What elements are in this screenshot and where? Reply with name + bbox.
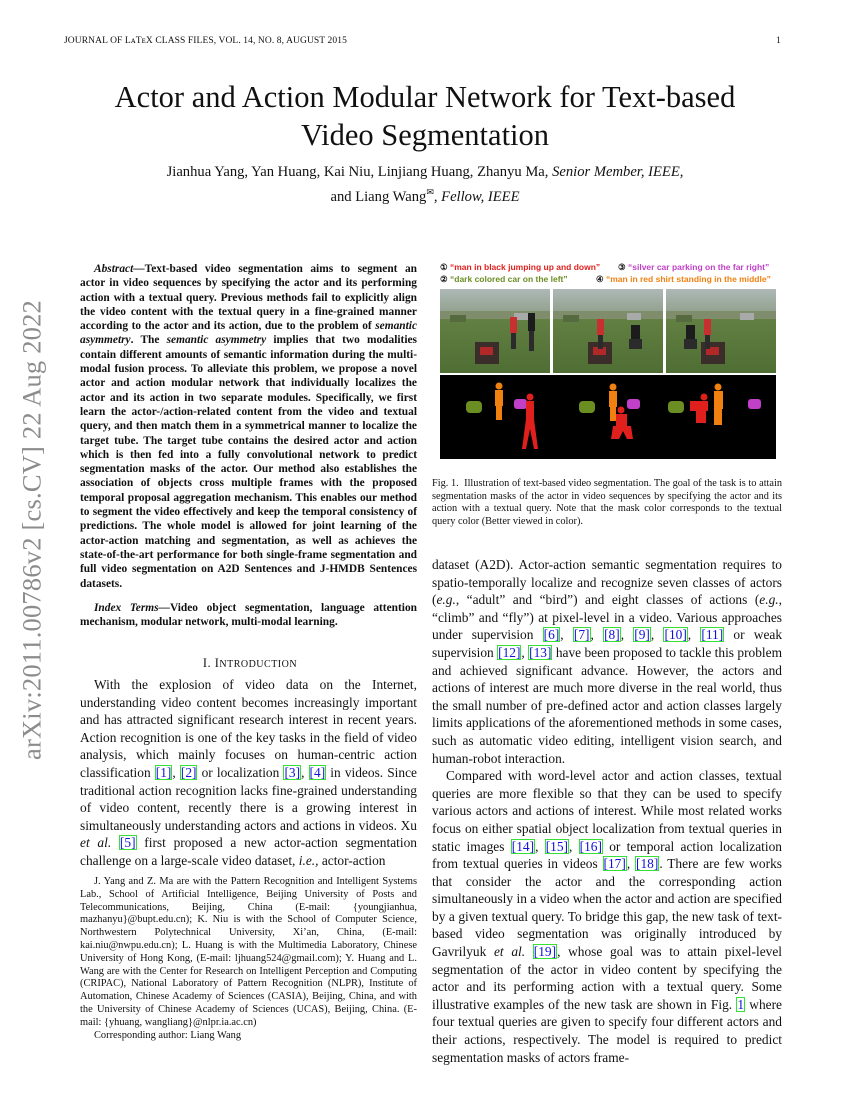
- text-run: , whose goal was to attain pixel-level segmentation of the actor in video content by specifying the actor and its performing action with a textual query. Some illustrative examples of the new task are shown in Fig.: [432, 944, 782, 1012]
- figure-link[interactable]: 1: [737, 996, 745, 1012]
- figure-caption: [432, 478, 782, 528]
- text-run: ,: [620, 627, 634, 643]
- text-run: With the explosion of video data on the Internet, understanding video content becomes increasingly important and has attracted significant research interest in recent years. Action recognition is one of the key tasks in the field of video analysis, which mainly focuses on human-centric action classification: [80, 677, 417, 780]
- running-header: JOURNAL OF LᴀTᴇX CLASS FILES, VOL. 14, NO. 8, AUGUST 2015: [64, 36, 347, 46]
- text-run: in videos. Since traditional action recognition lacks fine-grained understanding of video content, recently there is a growing interest in simultaneously understanding actors and actions in videos. Xu: [80, 764, 417, 833]
- text-run: , “adult” and “bird”) and eight classes of actions (: [455, 592, 760, 608]
- text-run: ,: [172, 764, 180, 780]
- abstract-part: . The: [130, 334, 167, 347]
- text-run: , “climb” and “fly”) at pixel-level in a video. Various approaches under supervision: [432, 592, 782, 643]
- text-run: [525, 944, 533, 959]
- index-terms-label: Index Terms—: [94, 601, 170, 614]
- citation-link[interactable]: [14]: [511, 838, 535, 854]
- index-terms-text: Video object segmentation, language attention mechanism, modular network, multi-modal learning.: [80, 601, 417, 629]
- text-run: have been proposed to tackle this problem and achieved significant advance. However, the actors and actions of interest are much more diverse in the real world, thus the small number of pre-defined actor and action classes largely limits applications of the aforementioned methods in some cases, such as automatic video editing, intelligent vision search, and human-robot interaction.: [432, 644, 782, 766]
- intro-paragraph-2: [432, 767, 782, 1066]
- authors: [0, 162, 850, 207]
- figure-label: Fig. 1.: [432, 478, 459, 489]
- text-run: ,: [560, 627, 573, 643]
- envelope-icon: ✉: [426, 187, 434, 197]
- intro-paragraph: [80, 676, 417, 870]
- section-heading-lead: I. I: [202, 656, 220, 670]
- text-run: first proposed a new actor-action segmentation challenge on a large-scale video dataset,: [80, 835, 417, 868]
- text-run: dataset (A2D). Actor-action semantic segmentation requires to spatio-temporally localize and recognize seven classes of actors (: [432, 557, 782, 608]
- author-role-1: Senior Member, IEEE,: [552, 164, 684, 180]
- title-line-1: Actor and Action Modular Network for Text-based: [114, 80, 736, 114]
- index-terms: [80, 601, 417, 630]
- query-4-text: “man in red shirt standing in the middle”: [606, 274, 771, 284]
- intro-right-column: [432, 556, 782, 1066]
- abstract-label: Abstract—: [94, 263, 145, 275]
- section-heading-rest: NTRODUCTION: [219, 659, 298, 670]
- citation-link[interactable]: [12]: [498, 644, 521, 660]
- citation-link[interactable]: [1]: [155, 764, 172, 780]
- citation-link[interactable]: [2]: [180, 764, 197, 780]
- text-run: ,: [650, 627, 664, 643]
- query-1-text: “man in black jumping up and down”: [450, 262, 601, 272]
- citation-link[interactable]: [10]: [664, 627, 687, 643]
- footnote: [80, 876, 417, 1042]
- citation-link[interactable]: [6]: [543, 627, 560, 643]
- page-number: 1: [776, 36, 781, 46]
- citation-link[interactable]: [11]: [701, 627, 724, 643]
- query-number: ③: [618, 262, 626, 272]
- abstract-emphasis: semantic asymmetry: [166, 334, 267, 347]
- query-1: [440, 262, 600, 273]
- video-frame-1: [440, 289, 550, 373]
- arxiv-stamp: [12, 290, 52, 770]
- section-heading: [80, 656, 420, 671]
- citation-link[interactable]: [17]: [603, 856, 626, 872]
- text-emphasis: e.g.: [759, 592, 779, 608]
- text-emphasis: et al.: [80, 835, 112, 851]
- footnote-corresponding: Corresponding author: Liang Wang: [94, 1029, 242, 1041]
- text-emphasis: i.e.,: [298, 852, 319, 868]
- footnote-affiliations: J. Yang and Z. Ma are with the Pattern Recognition and Intelligent Systems Lab., School of Artificial Intelligence, Beijing University of Posts and Telecommunications, Beijing, China (E-mail: {youngjianhua, mazhanyu}@bupt.edu.cn); K. Niu is with the School of Computer Science, Northwestern Polytechnical University, Xi’an, China, (E-mail: kai.niu@nwpu.edu.cn); L. Huang is with the Multimedia Laboratory, Chinese University of Hong Kong, (E-mail: ljhuang524@gmail.com); Y. Huang and L. Wang are with the Center for Research on Intelligent Perception and Computing (CRIPAC), National Laboratory of Pattern Recognition (NLPR), Institute of Automation, Chinese Academy of Sciences (CASIA), Beijing, China, and with the University of Chinese Academy of Sciences (UCAS), Beijing, China. (E-mail: {yhuang, wangliang}@nlpr.ia.ac.cn): [80, 876, 417, 1028]
- author-names-1: Jianhua Yang, Yan Huang, Kai Niu, Linjiang Huang, Zhanyu Ma,: [166, 164, 549, 180]
- text-run: [111, 835, 119, 850]
- authors-line-1: [0, 162, 850, 182]
- text-run: where four textual queries are given to specify four different actors and their actions, respectively. The model is required to predict segmentation masks of actors frame-: [432, 996, 782, 1065]
- text-run: ,: [626, 856, 635, 872]
- author-names-2: and Liang Wang: [330, 188, 427, 205]
- query-number: ①: [440, 262, 448, 272]
- citation-link[interactable]: [16]: [579, 838, 602, 854]
- video-frame-3: [666, 289, 776, 373]
- text-run: ,: [535, 838, 545, 854]
- intro-paragraph-continued: [432, 556, 782, 767]
- text-run: or weak supervision: [432, 627, 783, 660]
- abstract-part: Text-based video segmentation aims to segment an actor in video sequences by specifying the actor and its performing action with a textual query. Previous methods fail to explicitly align the video content with the textual query in a fine-grained manner according to the actor and its action, due to the problem of: [80, 263, 417, 333]
- citation-link[interactable]: [18]: [636, 856, 659, 872]
- authors-line-2: and Liang Wang✉, Fellow, IEEE: [330, 187, 520, 205]
- citation-link[interactable]: [9]: [634, 627, 650, 643]
- text-run: or temporal action localization from textual queries in videos: [432, 838, 782, 872]
- query-2-text: “dark colored car on the left”: [450, 274, 568, 284]
- text-run: Compared with word-level actor and action classes, textual queries are more flexible so that they can be used to specify various actors and actions of interest. While most related works focus on either spatial object localization from textual queries in static images: [432, 768, 782, 854]
- query-3-text: “silver car parking on the far right”: [628, 262, 770, 272]
- text-run: ,: [301, 764, 309, 780]
- abstract-part: implies that two modalities contain different amounts of semantic information during the multi-modal fusion process. To alleviate this problem, we propose a novel actor and action modular network that individually localizes the actor and its action in two separate modules. Specifically, we first learn the actor-/action-related content from the video and textual query, and then match them in a symmetrical manner to localize the target tube. The target tube contains the desired actor and action which is then fed into a fully convolutional network to predict segmentation masks of the actor. Our method also establishes the association of objects cross multiple frames with the proposed temporal proposal aggregation mechanism. This enables our method to segment the video effectively and keep the temporal consistency of predictions. The whole model is allowed for joint learning of the actor-action matching and segmentation, as well as achieves the state-of-the-art performance for both single-frame segmentation and full video segmentation on A2D Sentences and J-HMDB Sentences datasets.: [80, 334, 417, 590]
- query-number: ④: [596, 274, 604, 284]
- text-run: ,: [590, 627, 604, 643]
- figure-caption-body: Illustration of text-based video segmentation. The goal of the task is to attain segmentation masks of the actor in video sequences by specifying the actor and its action with a textual query. Note that the mask color corresponds to the textual query color (Better viewed in color).: [432, 478, 782, 527]
- intro-left-column: [80, 676, 417, 870]
- citation-link[interactable]: [19]: [533, 944, 557, 960]
- query-number: ②: [440, 274, 448, 284]
- figure-caption-text: [432, 478, 782, 528]
- citation-link[interactable]: [5]: [119, 835, 136, 851]
- text-run: or localization: [197, 764, 284, 780]
- text-emphasis: e.g.: [436, 592, 456, 608]
- video-frame-2: [553, 289, 663, 373]
- query-3: [618, 262, 769, 273]
- mask-background: [440, 375, 776, 459]
- text-run: actor-action: [318, 852, 386, 868]
- text-run: ,: [569, 838, 579, 854]
- paper-title: [0, 78, 850, 154]
- text-run: . There are few works that consider the actor and the corresponding action simultaneously in a video when the actor and action are specified by a given textual query. To bridge this gap, the new task of text-based video segmentation was originally introduced by Gavrilyuk: [432, 856, 782, 960]
- citation-link[interactable]: [4]: [309, 764, 326, 780]
- title-line-2: Video Segmentation: [300, 118, 550, 152]
- author-role-2: Fellow, IEEE: [441, 188, 520, 205]
- abstract: [80, 262, 417, 629]
- text-run: ,: [521, 644, 529, 660]
- citation-link[interactable]: [8]: [604, 627, 620, 643]
- arxiv-stamp-text: arXiv:2011.00786v2 [cs.CV] 22 Aug 2022: [16, 299, 47, 761]
- figure-1: [438, 262, 778, 462]
- video-frames-figure: [440, 289, 776, 459]
- citation-link[interactable]: [13]: [529, 644, 552, 660]
- query-4: [596, 274, 771, 285]
- citation-link[interactable]: [7]: [573, 627, 590, 643]
- query-2: [440, 274, 568, 285]
- text-run: ,: [687, 627, 701, 643]
- abstract-emphasis: semantic asymmetry: [80, 320, 417, 347]
- citation-link[interactable]: [3]: [284, 764, 301, 780]
- citation-link[interactable]: [15]: [545, 838, 568, 854]
- text-emphasis: et al.: [493, 944, 526, 960]
- abstract-text: [80, 262, 417, 591]
